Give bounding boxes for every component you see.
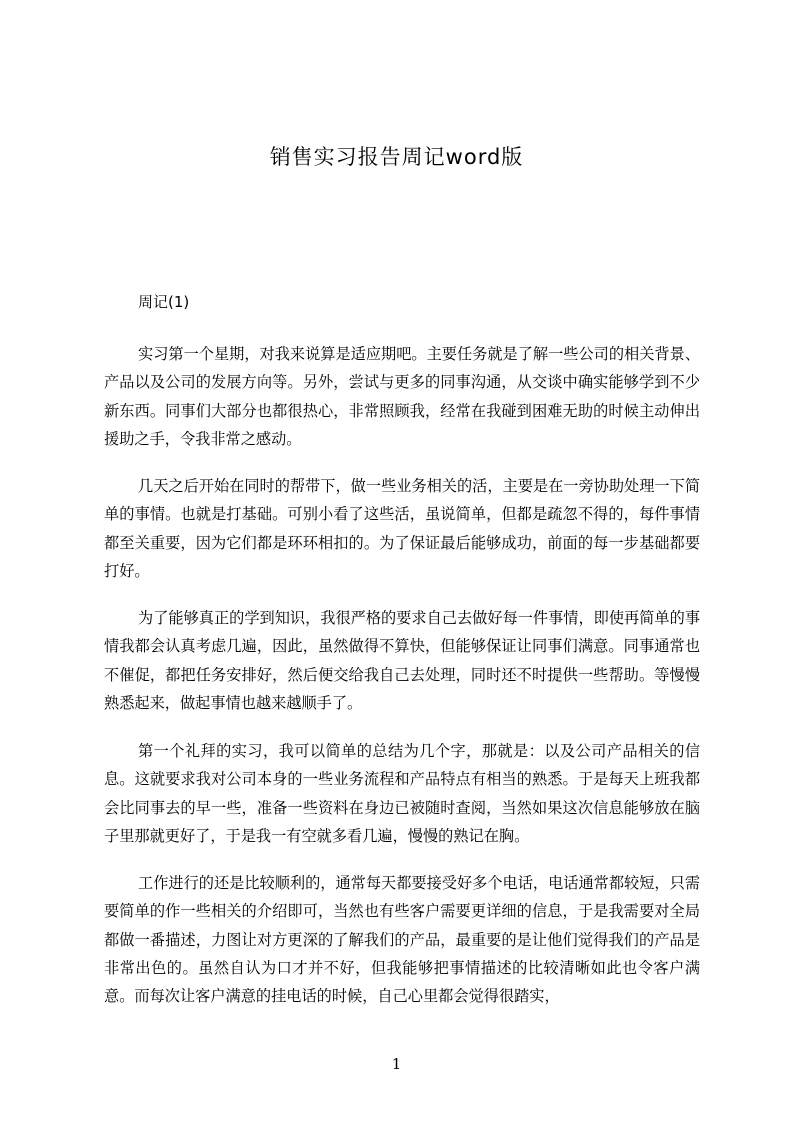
document-title: 销售实习报告周记word版	[269, 145, 524, 169]
paragraph: 为了能够真正的学到知识，我很严格的要求自己去做好每一件事情，即使再简单的事情我都会认真考虑几遍，因此，虽然做得不算快，但能够保证让同事们满意。同事通常也不催促，都把任务安排好，然后便交给我自己去处理，同时还不时提供一些帮助。等慢慢熟悉起来，做起事情也越来越顺手了。	[104, 609, 700, 712]
section-heading: 周记(1)	[138, 293, 190, 311]
paragraph: 工作进行的还是比较顺利的，通常每天都要接受好多个电话，电话通常都较短，只需要简单的作一些相关的介绍即可，当然也有些客户需要更详细的信息，于是我需要对全局都做一番描述，力图让对方更深的了解我们的产品，最重要的是让他们觉得我们的产品是非常出色的。虽然自认为口才并不好，但我能够把事情描述的比较清晰如此也令客户满意。而每次让客户满意的挂电话的时候，自己心里都会觉得很踏实，	[104, 874, 700, 1006]
paragraph: 几天之后开始在同时的帮带下，做一些业务相关的活，主要是在一旁协助处理一下简单的事情。也就是打基础。可别小看了这些活，虽说简单，但都是疏忽不得的，每件事情都至关重要，因为它们都是环环相扣的。为了保证最后能够成功，前面的每一步基础都要打好。	[104, 477, 700, 580]
paragraph: 第一个礼拜的实习，我可以简单的总结为几个字，那就是：以及公司产品相关的信息。这就要求我对公司本身的一些业务流程和产品特点有相当的熟悉。于是每天上班我都会比同事去的早一些，准备一些资料在身边已被随时查阅，当然如果这次信息能够放在脑子里那就更好了，于是我一有空就多看几遍，慢慢的熟记在胸。	[104, 742, 700, 845]
paragraph: 实习第一个星期，对我来说算是适应期吧。主要任务就是了解一些公司的相关背景、产品以及公司的发展方向等。另外，尝试与更多的同事沟通，从交谈中确实能够学到不少新东西。同事们大部分也都很热心，非常照顾我，经常在我碰到困难无助的时候主动伸出援助之手，令我非常之感动。	[104, 345, 700, 448]
page-number: 1	[391, 1055, 402, 1073]
